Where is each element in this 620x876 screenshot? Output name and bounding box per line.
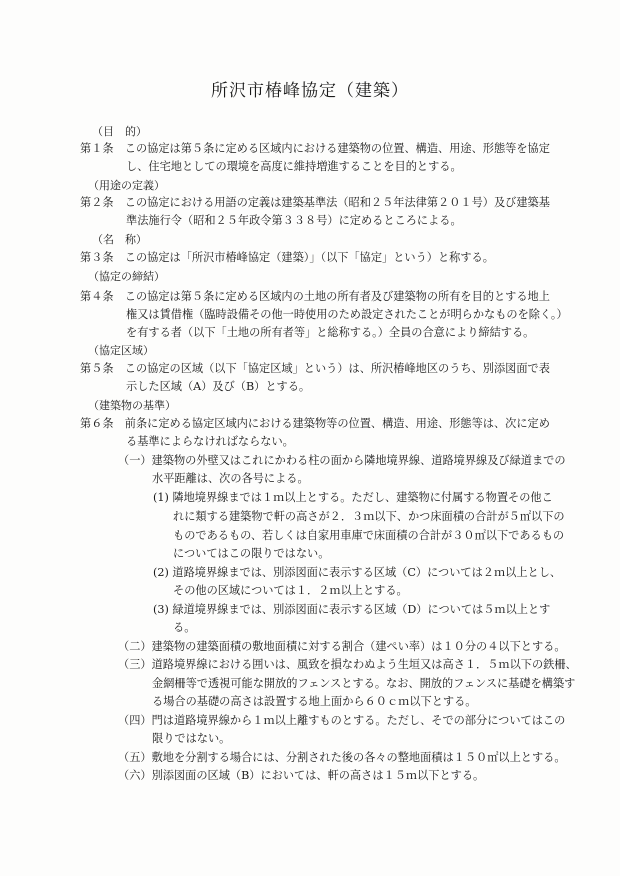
clause-2-line-1: （二）建築物の建築面積の敷地面積に対する割合（建ぺい率）は１０分の４以下とする。 bbox=[118, 640, 566, 653]
article-2-line-2: 準法施行令（昭和２５年政令第３３８号）に定めるところによる。 bbox=[126, 214, 462, 227]
article-4-line-3: を有する者（以下「土地の所有者等」と総称する。）全員の合意により締結する。 bbox=[126, 326, 535, 339]
item-1-line-4: についてはこの限りではない。 bbox=[173, 547, 330, 560]
item-1-line-3: ものであるもの、若しくは自家用車庫で床面積の合計が３０㎡以下であるもの bbox=[173, 529, 565, 542]
item-3-line-1: (3) 緑道境界線までは、別添図面に表示する区域（D）については５ｍ以上とす bbox=[153, 603, 551, 616]
item-2-line-1: (2) 道路境界線までは、別添図面に表示する区域（C）については２ｍ以上とし、 bbox=[153, 566, 562, 579]
item-1-line-2: れに類する建築物で軒の高さが２．３ｍ以下、かつ床面積の合計が５㎡以下の bbox=[173, 510, 565, 523]
item-2-line-2: その他の区域については１．２ｍ以上とする。 bbox=[173, 584, 408, 597]
clause-1-line-2: 水平距離は、次の各号による。 bbox=[152, 472, 309, 485]
clause-3-line-3: る場合の基礎の高さは設置する地上面から６０ｃｍ以下とする。 bbox=[152, 695, 477, 708]
article-1-line-2: し、住宅地としての環境を高度に維持増進することを目的とする。 bbox=[126, 160, 462, 173]
article-1-heading: （目 的） bbox=[92, 125, 147, 138]
clause-4-line-2: 限りではない。 bbox=[152, 732, 231, 745]
clause-3-line-1: （三）道路境界線における囲いは、風致を損なわぬよう生垣又は高さ１．５ｍ以下の鉄柵、 bbox=[118, 658, 577, 671]
article-2-heading: （用途の定義） bbox=[88, 179, 165, 192]
article-6-heading: （建築物の基準） bbox=[88, 399, 176, 412]
article-1-line-1: 第１条 この協定は第５条に定める区域内における建築物の位置、構造、用途、形態等を協定 bbox=[80, 142, 550, 155]
item-3-line-2: る。 bbox=[173, 621, 196, 634]
item-1-line-1: (1) 隣地境界線までは１ｍ以上とする。ただし、建築物に付属する物置その他こ bbox=[153, 491, 553, 504]
clause-6-line-1: （六）別添図面の区域（B）においては、軒の高さは１５ｍ以下とする。 bbox=[118, 769, 485, 782]
clause-5-line-1: （五）敷地を分割する場合には、分割された後の各々の整地面積は１５０㎡以上とする。 bbox=[118, 751, 566, 764]
article-5-line-1: 第５条 この協定の区域（以下「協定区域」という）は、所沢椿峰地区のうち、別添図面で表 bbox=[80, 362, 550, 375]
article-4-line-2: 権又は賃借権（臨時設備その他一時使用のため設定されたことが明らかなものを除く。） bbox=[126, 308, 568, 321]
article-5-line-2: 示した区域（A）及び（B）とする。 bbox=[126, 380, 311, 393]
article-3-heading: （名 称） bbox=[92, 233, 147, 246]
clause-3-line-2: 金網柵等で透視可能な開放的フェンスとする。なお、開放的フェンスに基礎を構築す bbox=[152, 677, 576, 690]
article-3-line-1: 第３条 この協定は「所沢市椿峰協定（建築）」（以下「協定」という）と称する。 bbox=[80, 251, 494, 264]
article-2-line-1: 第２条 この協定における用語の定義は建築基準法（昭和２５年法律第２０１号）及び建築基 bbox=[80, 196, 550, 209]
article-4-heading: （協定の締結） bbox=[88, 270, 165, 283]
clause-1-line-1: （一）建築物の外壁又はこれにかわる柱の面から隣地境界線、道路境界線及び緑道までの bbox=[118, 454, 566, 467]
article-6-line-1: 第６条 前条に定める協定区域内における建築物等の位置、構造、用途、形態等は、次に定め bbox=[80, 417, 550, 430]
article-4-line-1: 第４条 この協定は第５条に定める区域内の土地の所有者及び建築物の所有を目的とする地上 bbox=[80, 290, 550, 303]
article-6-line-2: る基準によらなければならない。 bbox=[126, 435, 294, 448]
article-5-heading: （協定区域） bbox=[88, 344, 154, 357]
clause-4-line-1: （四）門は道路境界線から１ｍ以上離すものとする。ただし、そでの部分についてはこの bbox=[118, 714, 566, 727]
document-title: 所沢市椿峰協定（建築） bbox=[211, 81, 409, 101]
